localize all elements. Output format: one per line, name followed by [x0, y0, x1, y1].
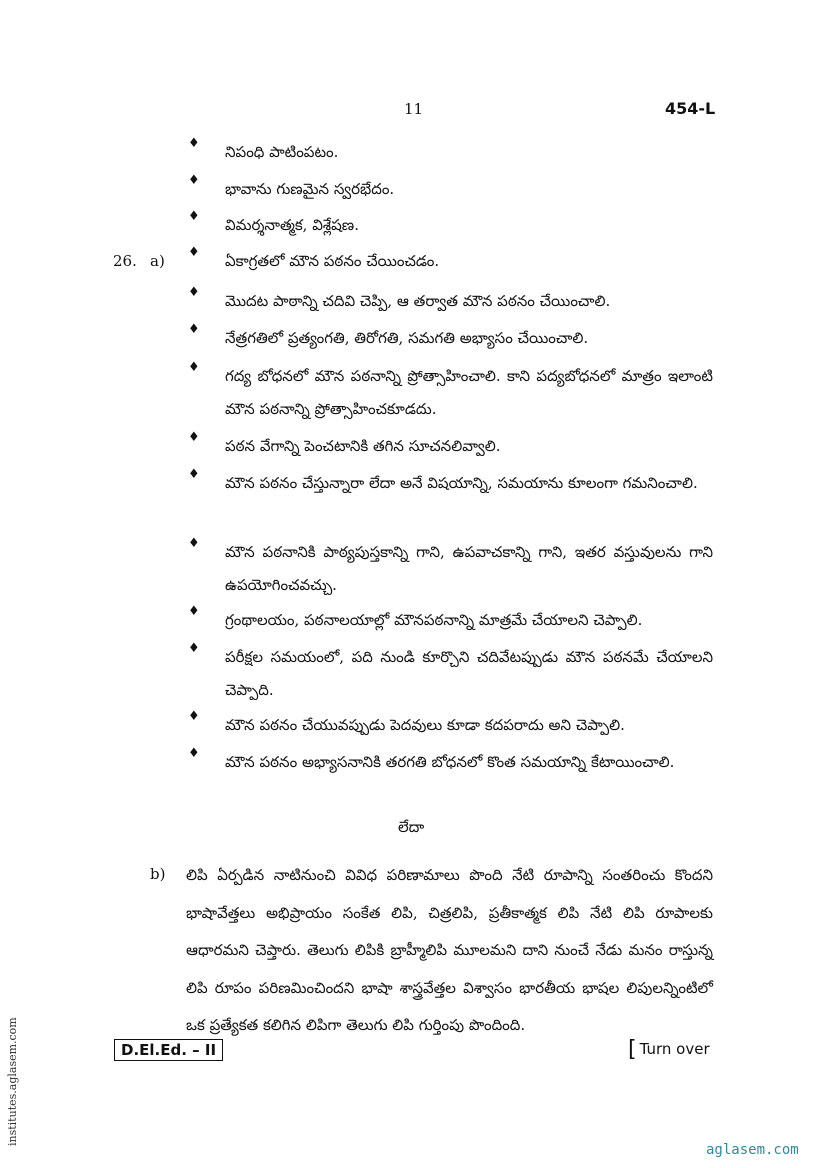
list-item-text: ఏకాగ్రతలో మౌన పఠనం చేయించడం. [225, 252, 440, 270]
or-divider-label: లేదా [398, 818, 425, 836]
list-item-text: మౌన పఠనం అభ్యాసనానికి తరగతి బోధనలో కొంత సమయాన్ని కేటాయించాలి. [225, 753, 675, 771]
bullet-icon: ♦ [188, 360, 200, 375]
question-part-label: a) [150, 252, 165, 270]
page-number: 11 [404, 100, 424, 118]
bullet-icon: ♦ [188, 604, 200, 619]
bullet-icon: ♦ [188, 536, 200, 551]
bullet-icon: ♦ [188, 467, 200, 482]
side-watermark: institutes.aglasem.com [6, 1017, 19, 1146]
turn-over-text: Turn over [639, 1040, 710, 1058]
list-item-text: నేత్రగతిలో ప్రత్యంగతి, తిరోగతి, సమగతి అభ్యాసం చేయించాలి. [225, 329, 589, 347]
part-b-paragraph: లిపి ఏర్పడిన నాటినుంచి వివిధ పరిణామాలు పొంది నేటి రూపాన్ని సంతరించు కొందని భాషావేత్తలు అభిప్రాయం సంకేత లిపి, చిత్రలిపి, ప్రతీకాత్మక లిపి నేటి లిపి రూపాలకు ఆధారమని చెప్తారు. తెలుగు లిపికి బ్రాహ్మీలిపి మూలమని దాని నుంచే నేడు మనం రాస్తున్న లిపి రూపం పరిణమించిందని భాషా శాస్త్రవేత్తల విశ్వాసం భారతీయ భాషల లిపులన్నింటిలో ఒక ప్రత్యేకత కలిగిన లిపిగా తెలుగు లిపి గుర్తింపు పొందింది. [186, 866, 713, 1034]
list-item-text: విమర్శనాత్మక, విశ్లేషణ. [225, 216, 359, 234]
brand-watermark: aglasem.com [706, 1142, 799, 1158]
list-item-text: మౌన పఠనానికి పాఠ్యపుస్తకాన్ని గాని, ఉపవాచకాన్ని గాని, ఇతర వస్తువులను గాని ఉపయోగించవచ్చు. [225, 543, 713, 594]
list-item-text: గ్రంథాలయం, పఠనాలయాల్లో మౌనపఠనాన్ని మాత్రమే చేయాలని చెప్పాలి. [225, 611, 643, 629]
list-item-text: భావాను గుణమైన స్వరభేదం. [225, 180, 395, 198]
bullet-icon: ♦ [188, 285, 200, 300]
list-item-text: పఠన వేగాన్ని పెంచటానికి తగిన సూచనలివ్వాలి. [225, 437, 501, 455]
list-item-text: మౌన పఠనం చేయువప్పుడు పెదవులు కూడా కదపరాదు అని చెప్పాలి. [225, 716, 625, 734]
bullet-icon: ♦ [188, 746, 200, 761]
list-item-text: పరీక్షల సమయంలో, పది నుండి కూర్చొని చదివేటప్పుడు మౌన పఠనమే చేయాలని చెప్పాది. [225, 648, 713, 699]
paper-code: 454-L [665, 99, 716, 118]
bullet-icon: ♦ [188, 709, 200, 724]
list-item-text: మౌన పఠనం చేస్తున్నారా లేదా అనే విషయాన్ని, సమయాను కూలంగా గమనించాలి. [225, 474, 698, 492]
list-item-text: నిపంధి పాటింపటం. [225, 143, 339, 161]
bullet-icon: ♦ [188, 245, 200, 260]
list-item-text: మొదట పాఠాన్ని చదివి చెప్పి, ఆ తర్వాత మౌన పఠనం చేయించాలి. [225, 292, 611, 310]
question-part-label: b) [150, 865, 166, 883]
bullet-icon: ♦ [188, 322, 200, 337]
bullet-icon: ♦ [188, 641, 200, 656]
bullet-icon: ♦ [188, 173, 200, 188]
question-number: 26. [113, 252, 137, 270]
bullet-icon: ♦ [188, 209, 200, 224]
bracket-mark: [ [628, 1037, 637, 1062]
bullet-icon: ♦ [188, 136, 200, 151]
bullet-icon: ♦ [188, 430, 200, 445]
course-code-box: D.El.Ed. – II [114, 1039, 223, 1061]
turn-over-label [628, 1037, 710, 1062]
list-item-text: గద్య బోధనలో మౌన పఠనాన్ని ప్రోత్సాహించాలి. కాని పద్యబోధనలో మాత్రం ఇలాంటి మౌన పఠనాన్ని ప్రోత్సాహించకూడదు. [225, 367, 713, 418]
